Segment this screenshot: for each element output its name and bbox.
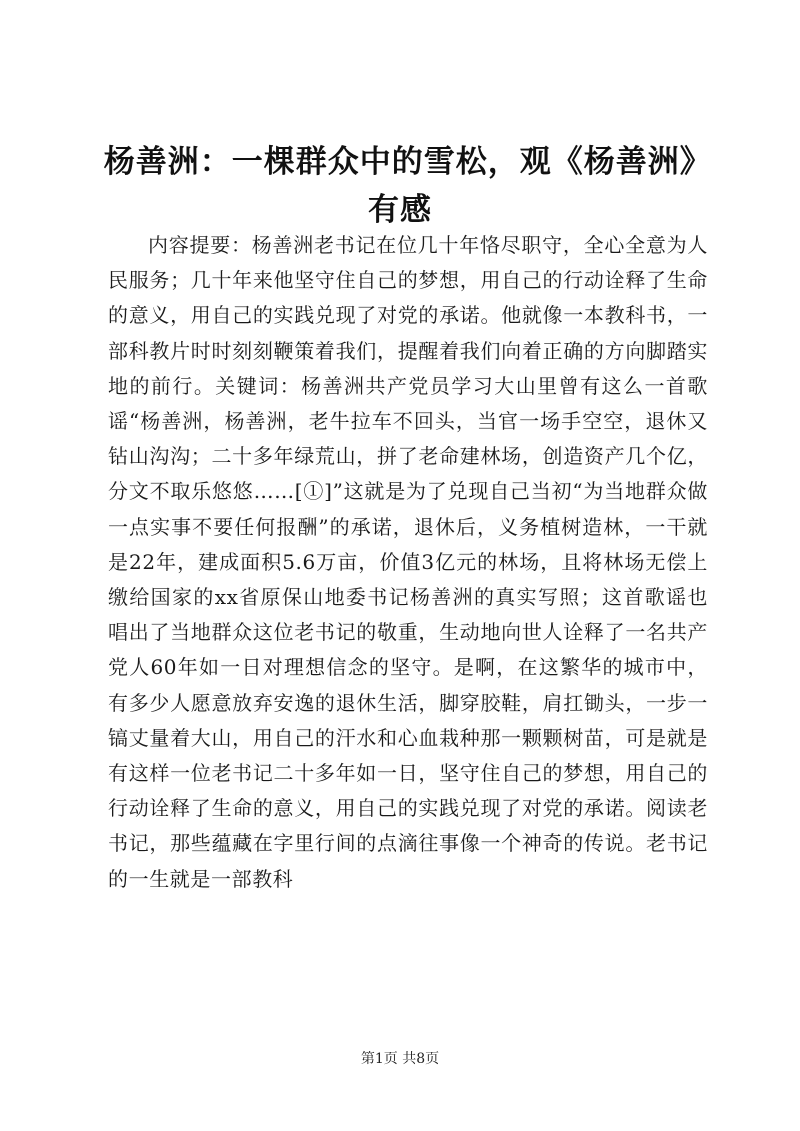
document-title: 杨善洲：一棵群众中的雪松，观《杨善洲》有感 xyxy=(103,144,697,228)
page-footer: 第1页 共8页 xyxy=(360,1051,440,1067)
body-paragraph: 内容提要：杨善洲老书记在位几十年恪尽职守，全心全意为人民服务；几十年来他坚守住自己的梦想，用自己的行动诠释了生命的意义，用自己的实践兑现了对党的承诺。他就像一本教科书，一部科教片时时刻刻鞭策着我们，提醒着我们向着正确的方向脚踏实地的前行。关键词：杨善洲共产党员学习大山里曾有这么一首歌谣“杨善洲，杨善洲，老牛拉车不回头，当官一场手空空，退休又钻山沟沟；二十多年绿荒山，拼了老命建林场，创造资产几个亿，分文不取乐悠悠……[①]”这就是为了兑现自己当初“为当地群众做一点实事不要任何报酬”的承诺，退休后，义务植树造林，一干就是22年，建成面积5.6万亩，价值3亿元的林场，且将林场无偿上缴给国家的xx省原保山地委书记杨善洲的真实写照；这首歌谣也唱出了当地群众这位老书记的敬重，生动地向世人诠释了一名共产党人60年如一日对理想信念的坚守。是啊，在这繁华的城市中，有多少人愿意放弃安逸的退休生活，脚穿胶鞋，肩扛锄头，一步一镐丈量着大山，用自己的汗水和心血栽种那一颗颗树苗，可是就是有这样一位老书记二十多年如一日，坚守住自己的梦想，用自己的行动诠释了生命的意义，用自己的实践兑现了对党的承诺。阅读老书记，那些蕴藏在字里行间的点滴往事像一个神奇的传说。老书记的一生就是一部教科 xyxy=(108,233,708,891)
